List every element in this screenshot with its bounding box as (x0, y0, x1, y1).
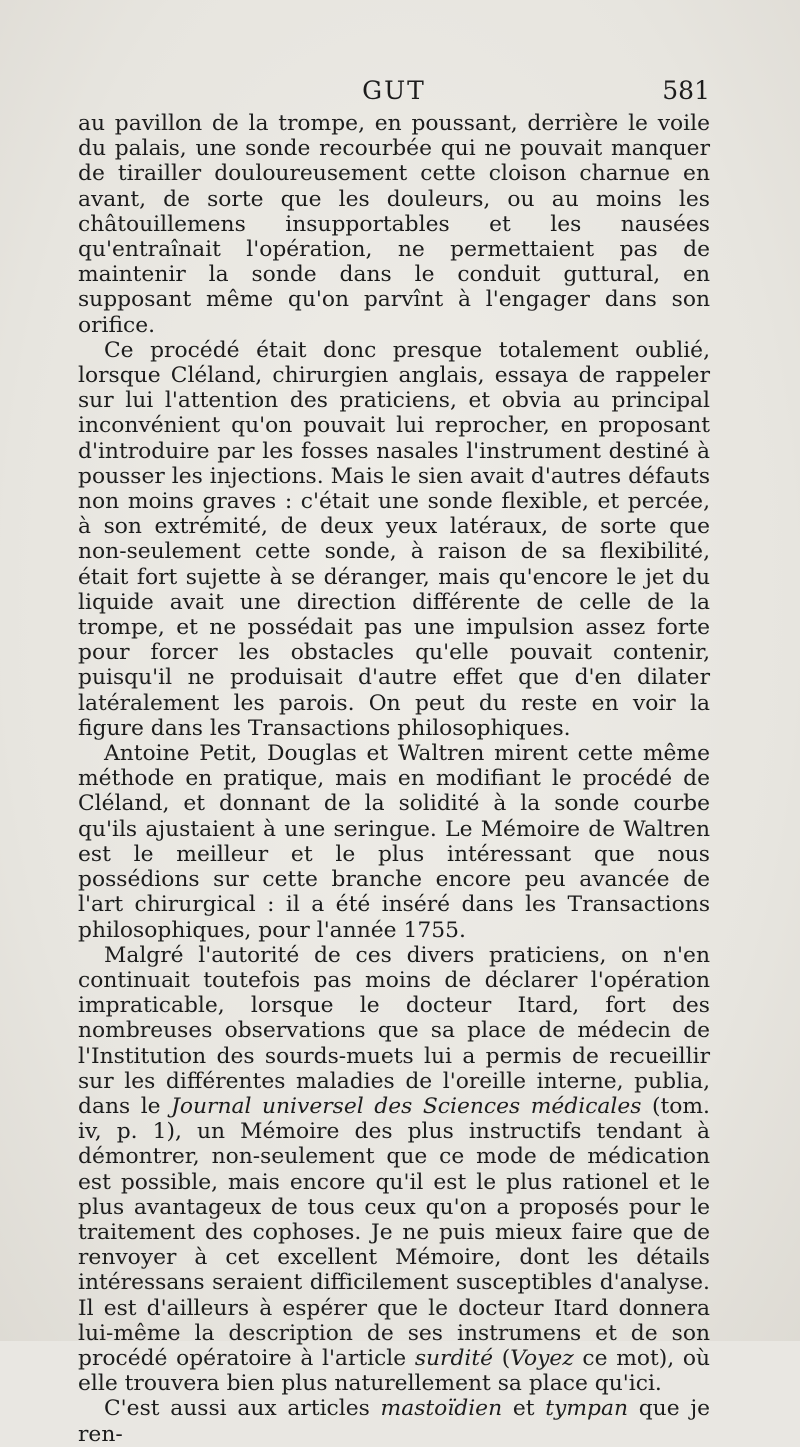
italic-text: Journal universel des Sciences médicales (171, 1093, 642, 1119)
paragraph (78, 741, 710, 943)
paragraph (78, 338, 710, 741)
text-run: ce mot), où elle trouvera bien plus naturellement sa place qu'ici. (78, 1345, 710, 1397)
text-run: que je ren- (78, 1396, 710, 1447)
text-run: Malgré l'autorité de ces divers praticiens, on n'en continuait toutefois pas moins de déclarer l'opération impraticable, lorsque le docteur Itard, fort des nombreuses observations que sa place de médecin de l'Institution des sourds-muets lui a permis de recueillir sur les différentes maladies de l'oreille interne, publia, dans le (78, 942, 710, 1119)
body-text (78, 111, 710, 1447)
running-title: GUT (362, 76, 426, 105)
text-run: et (502, 1396, 546, 1422)
italic-text: Voyez (510, 1345, 574, 1371)
running-head (78, 76, 710, 110)
paragraph (78, 111, 710, 338)
text-run: (tom. iv, p. 1), un Mémoire des plus instructifs tendant à démontrer, non-seulement que ce mode de médication est possible, mais encore qu'il est le plus rationel et le plus avantageux de tous ceux qu'on a proposés pour le traitement des cophoses. Je ne puis mieux faire que de renvoyer à cet excellent Mémoire, dont les détails intéressans seraient difficilement susceptibles d'analyse. Il est d'ailleurs à espérer que le docteur Itard donnera lui-même la description de ses instrumens et de son procédé opératoire à l'article (78, 1093, 710, 1371)
italic-text: tympan (545, 1396, 628, 1422)
paragraph (78, 1396, 710, 1446)
text-run: Antoine Petit, Douglas et Waltren mirent cette même méthode en pratique, mais en modifiant le procédé de Cléland, et donnant de la solidité à la sonde courbe qu'ils ajustaient à une seringue. Le Mémoire de Waltren est le meilleur et le plus intéressant que nous possédions sur cette branche encore peu avancée de l'art chirurgical : il a été inséré dans les Transactions philosophiques, pour l'année 1755. (78, 741, 710, 943)
text-run: C'est aussi aux articles (104, 1396, 381, 1422)
italic-text: surdité (414, 1345, 494, 1371)
page-number: 581 (662, 76, 710, 105)
text-run: au pavillon de la trompe, en poussant, derrière le voile du palais, une sonde recourbée qui ne pouvait manquer de tirailler douloureusement cette cloison charnue en avant, de sorte que les douleurs, ou au moins les châtouillemens insupportables et les nausées qu'entraînait l'opération, ne permettaient pas de maintenir la sonde dans le conduit guttural, en supposant même qu'on parvînt à l'engager dans son orifice. (78, 111, 710, 338)
text-run: ( (493, 1345, 511, 1371)
italic-text: mastoïdien (380, 1396, 503, 1422)
paragraph (78, 943, 710, 1397)
text-run: Ce procédé était donc presque totalement oublié, lorsque Cléland, chirurgien anglais, essaya de rappeler sur lui l'attention des praticiens, et obvia au principal inconvénient qu'on pouvait lui reprocher, en proposant d'introduire par les fosses nasales l'instrument destiné à pousser les injections. Mais le sien avait d'autres défauts non moins graves : c'était une sonde flexible, et percée, à son extrémité, de deux yeux latéraux, de sorte que non-seulement cette sonde, à raison de sa flexibilité, était fort sujette à se déranger, mais qu'encore le jet du liquide avait une direction différente de celle de la trompe, et ne possédait pas une impulsion assez forte pour forcer les obstacles qu'elle pouvait contenir, puisqu'il ne produisait d'autre effet que d'en dilater latéralement les parois. On peut du reste en voir la figure dans les Transactions philosophiques. (78, 337, 710, 741)
